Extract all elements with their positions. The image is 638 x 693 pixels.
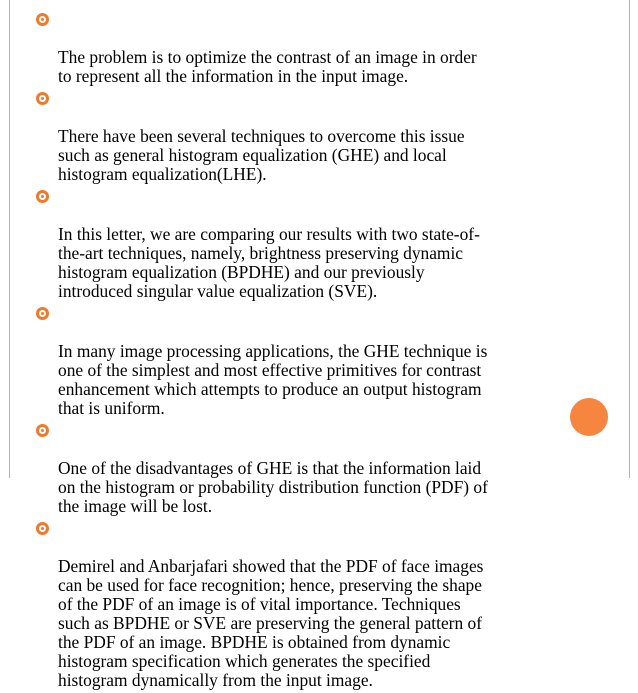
bullet-text: One of the disadvantages of GHE is that the information laid on the histogram or probability distribution function (PDF) of the image will be lost. [58,458,488,516]
circle-bullet-icon [36,190,49,203]
circle-bullet-icon [36,424,49,437]
circle-bullet-icon [36,92,49,105]
bullet-item [36,421,556,516]
circle-bullet-icon [36,13,49,26]
bullet-item [36,10,556,86]
bullet-text: There have been several techniques to overcome this issue such as general histogram equalization (GHE) and local histogram equalization(LHE). [58,126,465,184]
bullet-text: The problem is to optimize the contrast of an image in order to represent all the information in the input image. [58,47,477,86]
bullet-text: In this letter, we are comparing our results with two state-of- the-art techniques, namely, brightness preserving dynamic histogram equalization (BPDHE) and our previously introduced singular value equalization (SVE). [58,224,480,301]
bullet-item [36,304,556,418]
bullet-list [36,10,556,693]
bullet-text: Demirel and Anbarjafari showed that the PDF of face images can be used for face recognition; hence, preserving the shape of the PDF of an image is of vital importance. Techniques such as BPDHE or SVE are preserving the general pattern of the PDF of an image. BPDHE is obtained from dynamic histogram specification which generates the specified histogram dynamically from the input image. [58,556,484,690]
bullet-item [36,519,556,690]
circle-bullet-icon [36,522,49,535]
bullet-item [36,89,556,184]
circle-bullet-icon [36,307,49,320]
bullet-item [36,187,556,301]
decorative-circle [570,398,608,436]
bullet-text: In many image processing applications, the GHE technique is one of the simplest and most effective primitives for contrast enhancement which attempts to produce an output histogram that is uniform. [58,341,488,418]
